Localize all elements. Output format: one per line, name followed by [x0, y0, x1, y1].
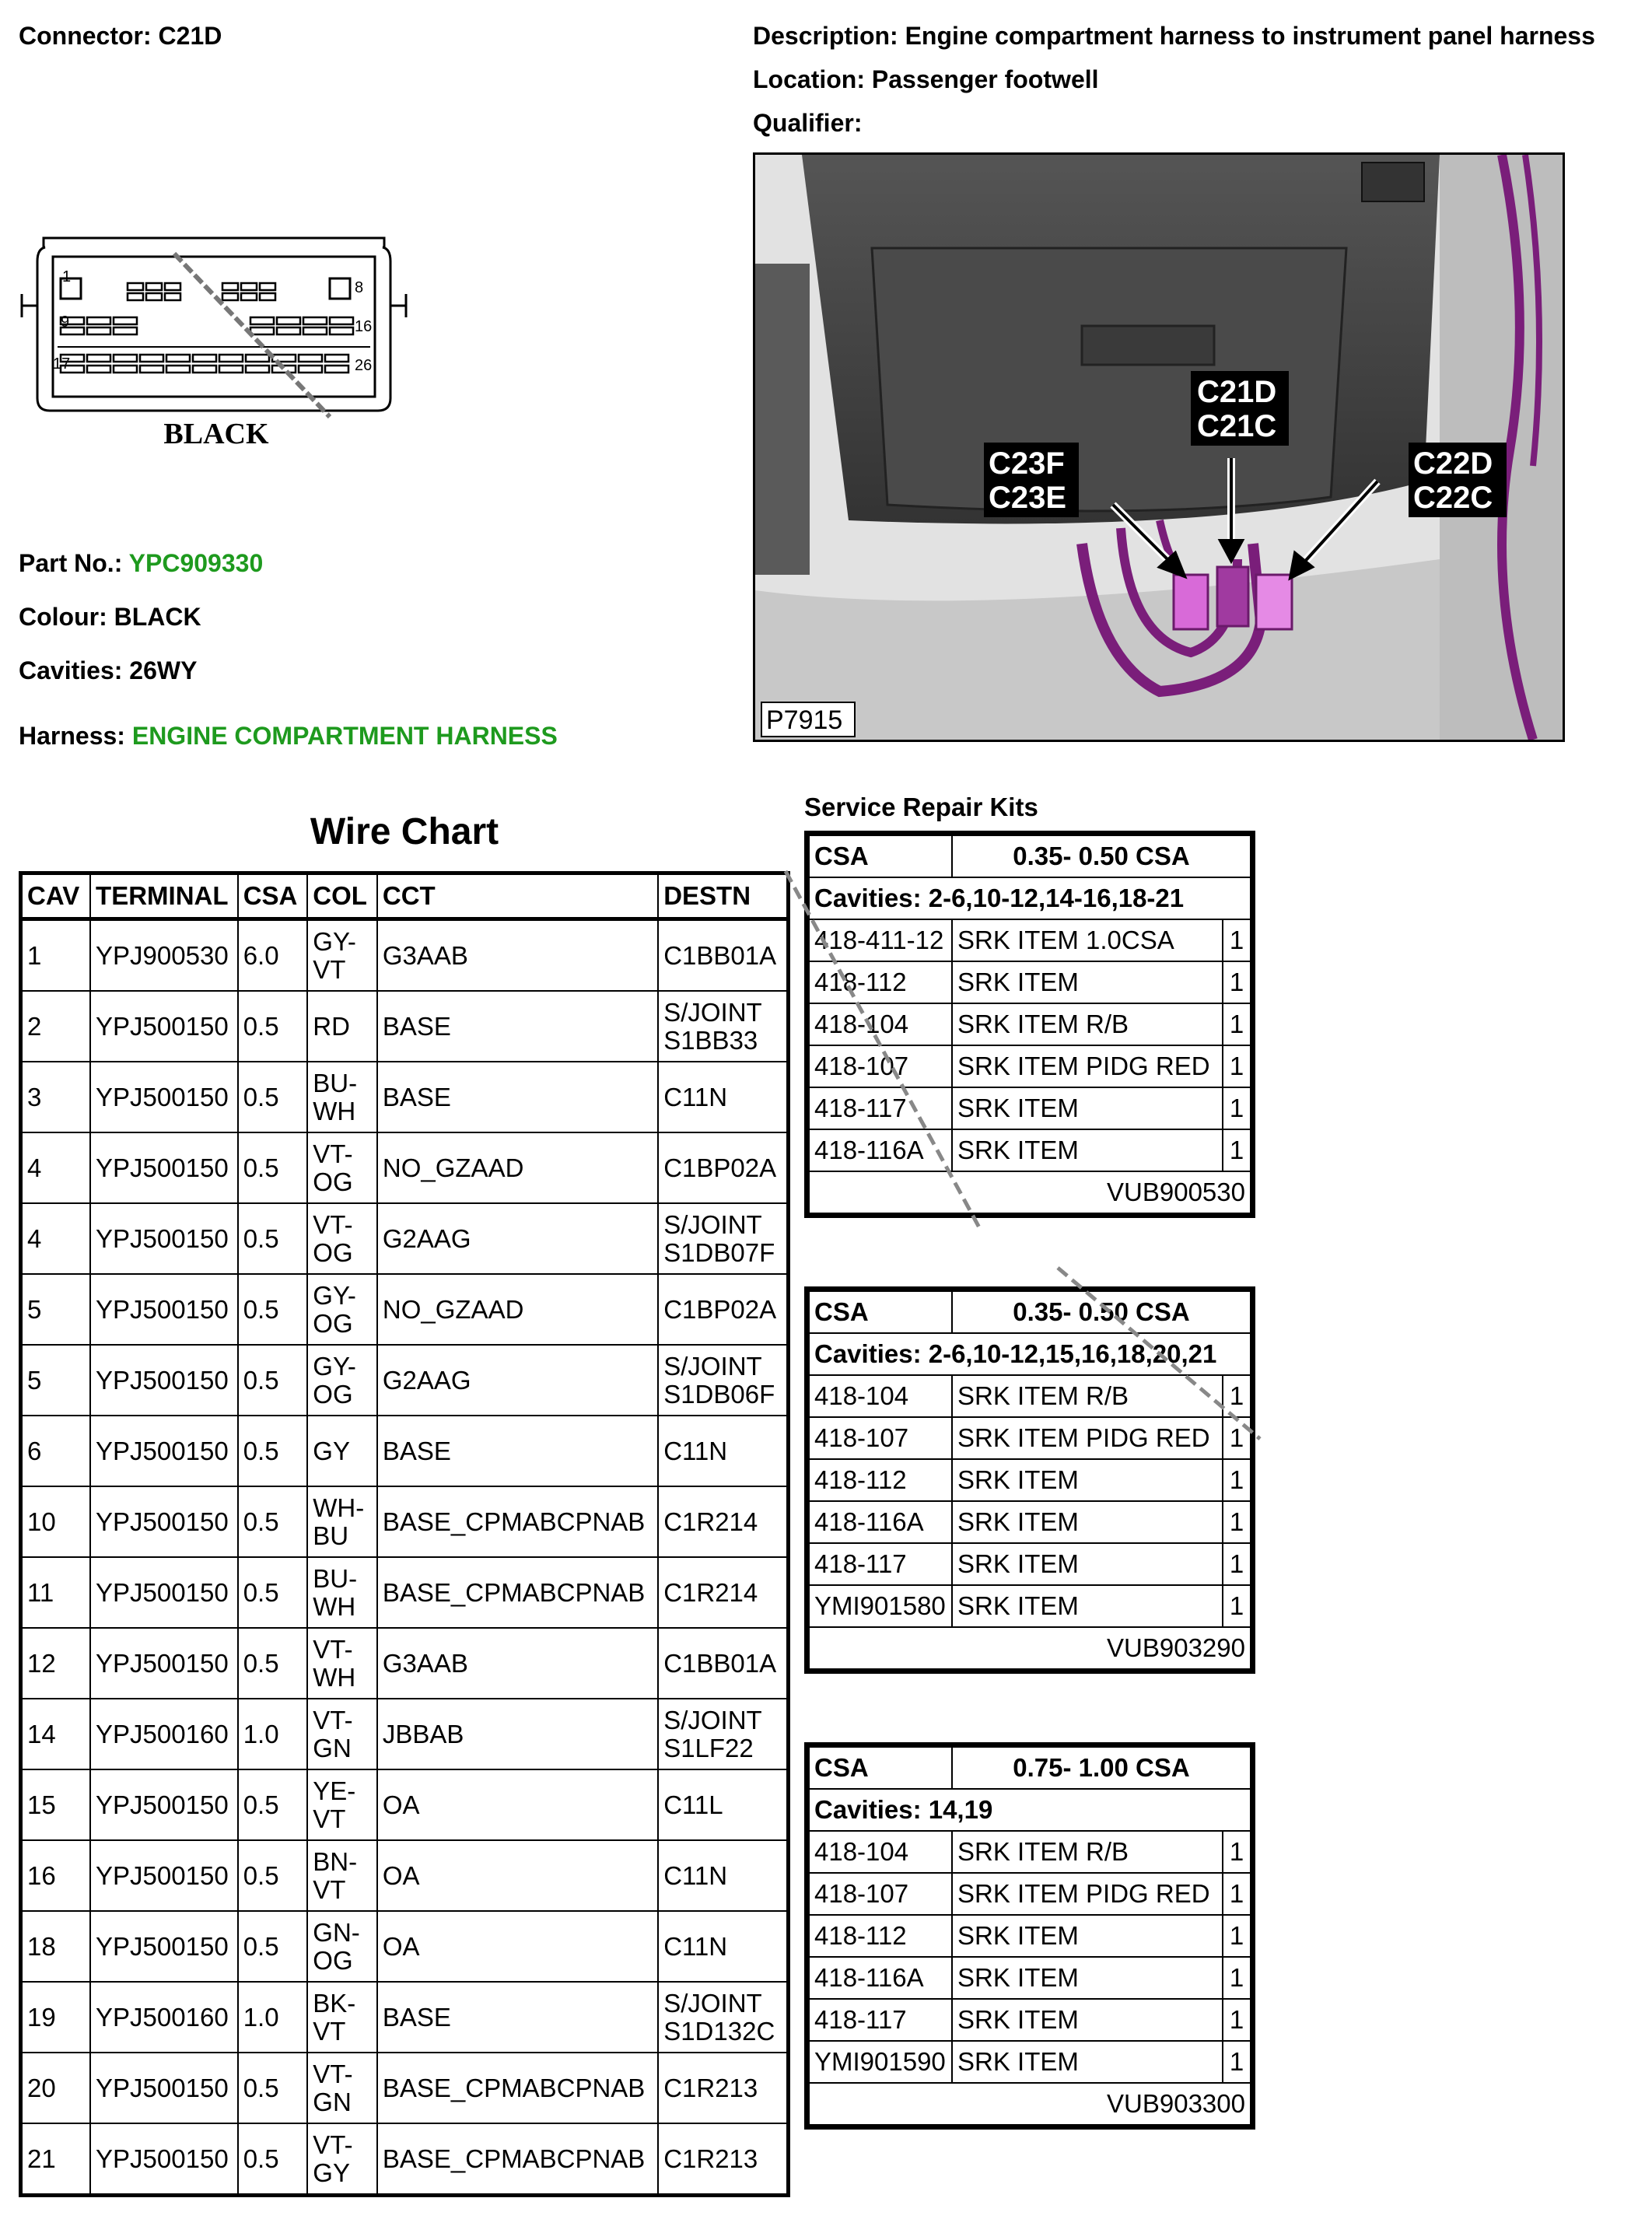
pin-1-label: 1: [62, 268, 72, 285]
kit-item-qty: 1: [1223, 1087, 1251, 1129]
terminal-cell: YPJ500150: [90, 1132, 238, 1203]
kit-item-desc: SRK ITEM: [952, 1585, 1223, 1627]
cct-cell: BASE_CPMABCPNAB: [377, 2053, 658, 2123]
cav-cell: 18: [21, 1911, 91, 1982]
photo-label-c21d: C21D: [1197, 375, 1277, 409]
kit-item-row: [809, 1915, 1251, 1957]
cav-cell: 10: [21, 1486, 91, 1557]
location-photo: [753, 152, 1565, 742]
col-cell: BN-VT: [307, 1840, 377, 1911]
cct-cell: G3AAB: [377, 1628, 658, 1699]
csa-cell: 0.5: [238, 2123, 308, 2196]
kit-item-desc: SRK ITEM R/B: [952, 1375, 1223, 1417]
kit-cavities-row: [809, 1789, 1251, 1831]
kit-item-qty: 1: [1223, 2041, 1251, 2083]
wire-chart-row: [21, 1982, 789, 2053]
col-destn: DESTN: [658, 873, 788, 919]
kit-item-part: 418-116A: [809, 1501, 952, 1543]
cav-cell: 1: [21, 919, 91, 992]
kit-item-part: 418-104: [809, 1831, 952, 1873]
cav-cell: 20: [21, 2053, 91, 2123]
kit-item-part: 418-104: [809, 1003, 952, 1045]
kit-item-qty: 1: [1223, 1831, 1251, 1873]
kit-number-row: [809, 1627, 1251, 1669]
wire-chart-row: [21, 991, 789, 1062]
wire-chart-table: [19, 871, 790, 2197]
cct-cell: BASE: [377, 991, 658, 1062]
kit-item-row: [809, 1831, 1251, 1873]
kit-item-desc: SRK ITEM: [952, 1543, 1223, 1585]
csa-cell: 1.0: [238, 1699, 308, 1769]
photo-code: P7915: [766, 705, 843, 735]
wire-chart-row: [21, 1345, 789, 1416]
photo-label-c23f: C23F: [989, 446, 1065, 481]
kit-item-desc: SRK ITEM PIDG RED: [952, 1873, 1223, 1915]
wire-chart-row: [21, 1416, 789, 1486]
part-number-line: [19, 548, 263, 579]
photo-label-c22d: C22D: [1413, 446, 1493, 481]
csa-cell: 0.5: [238, 991, 308, 1062]
kit-csa-label: CSA: [809, 1747, 952, 1789]
kit-cavities: Cavities: 14,19: [809, 1789, 1251, 1831]
location-line: [753, 64, 1099, 95]
qualifier-label: Qualifier:: [753, 109, 863, 137]
repair-kit-3: [804, 1742, 1255, 2130]
wire-chart-row: [21, 919, 789, 992]
colour-value: BLACK: [114, 603, 201, 631]
kit-cavities: Cavities: 2-6,10-12,15,16,18,20,21: [809, 1333, 1251, 1375]
kit-item-desc: SRK ITEM: [952, 961, 1223, 1003]
destn-cell: C11N: [658, 1062, 788, 1132]
kit-item-row: [809, 1999, 1251, 2041]
col-cell: RD: [307, 991, 377, 1062]
kit-item-part: 418-116A: [809, 1957, 952, 1999]
kit-item-part: 418-117: [809, 1543, 952, 1585]
csa-cell: 0.5: [238, 1486, 308, 1557]
cav-cell: 11: [21, 1557, 91, 1628]
col-csa: CSA: [238, 873, 308, 919]
kit-item-part: 418-117: [809, 1999, 952, 2041]
csa-cell: 0.5: [238, 1132, 308, 1203]
terminal-cell: YPJ500150: [90, 1203, 238, 1274]
col-cell: GY: [307, 1416, 377, 1486]
kit-item-part: 418-116A: [809, 1129, 952, 1171]
cav-cell: 5: [21, 1345, 91, 1416]
cct-cell: OA: [377, 1911, 658, 1982]
kit-item-row: [809, 1957, 1251, 1999]
wire-chart-row: [21, 1486, 789, 1557]
terminal-cell: YPJ500150: [90, 1274, 238, 1345]
destn-cell: C1BB01A: [658, 1628, 788, 1699]
csa-cell: 0.5: [238, 1840, 308, 1911]
scan-mark: [778, 863, 1276, 1454]
cct-cell: G2AAG: [377, 1203, 658, 1274]
col-cell: VT-GY: [307, 2123, 377, 2196]
wire-chart-row: [21, 1769, 789, 1840]
kit-item-part: 418-107: [809, 1417, 952, 1459]
col-cell: BU-WH: [307, 1062, 377, 1132]
destn-cell: C1BP02A: [658, 1274, 788, 1345]
cct-cell: BASE_CPMABCPNAB: [377, 1486, 658, 1557]
kit-item-part: 418-112: [809, 961, 952, 1003]
cav-cell: 4: [21, 1132, 91, 1203]
kit-item-desc: SRK ITEM R/B: [952, 1831, 1223, 1873]
terminal-cell: YPJ500150: [90, 2123, 238, 2196]
cct-cell: BASE: [377, 1416, 658, 1486]
kit-item-part: 418-411-12: [809, 919, 952, 961]
kit-item-desc: SRK ITEM: [952, 1129, 1223, 1171]
col-col: COL: [307, 873, 377, 919]
cct-cell: NO_GZAAD: [377, 1132, 658, 1203]
csa-cell: 0.5: [238, 1062, 308, 1132]
qualifier-line: [753, 107, 862, 138]
destn-cell: C1R213: [658, 2123, 788, 2196]
destn-cell: C11N: [658, 1840, 788, 1911]
cav-cell: 15: [21, 1769, 91, 1840]
terminal-cell: YPJ500160: [90, 1982, 238, 2053]
cct-cell: G3AAB: [377, 919, 658, 992]
kit-item-row: [809, 1543, 1251, 1585]
kit-item-desc: SRK ITEM: [952, 1915, 1223, 1957]
kit-item-desc: SRK ITEM: [952, 1999, 1223, 2041]
kit-item-desc: SRK ITEM PIDG RED: [952, 1045, 1223, 1087]
col-cell: VT-WH: [307, 1628, 377, 1699]
kit-item-qty: 1: [1223, 1957, 1251, 1999]
pin-16-label: 16: [355, 318, 373, 335]
cavities-value: 26WY: [129, 656, 198, 684]
cav-cell: 6: [21, 1416, 91, 1486]
pin-8-label: 8: [355, 279, 364, 296]
kit-number: VUB900530: [809, 1171, 1251, 1213]
colour-label: Colour:: [19, 603, 107, 631]
cct-cell: OA: [377, 1840, 658, 1911]
terminal-cell: YPJ900530: [90, 919, 238, 992]
kit-csa-value: 0.35- 0.50 CSA: [952, 1291, 1251, 1333]
kit-item-part: YMI901590: [809, 2041, 952, 2083]
csa-cell: 0.5: [238, 1769, 308, 1840]
cct-cell: G2AAG: [377, 1345, 658, 1416]
kit-item-qty: 1: [1223, 1129, 1251, 1171]
repair-kit-table: [808, 1746, 1251, 2126]
kit-item-row: [809, 1585, 1251, 1627]
cavities-label: Cavities:: [19, 656, 123, 684]
col-cell: GY-OG: [307, 1274, 377, 1345]
csa-cell: 0.5: [238, 1628, 308, 1699]
cct-cell: BASE_CPMABCPNAB: [377, 1557, 658, 1628]
destn-cell: C1BB01A: [658, 919, 788, 992]
terminal-cell: YPJ500150: [90, 1911, 238, 1982]
kit-item-qty: 1: [1223, 1003, 1251, 1045]
kit-item-qty: 1: [1223, 1915, 1251, 1957]
terminal-cell: YPJ500160: [90, 1699, 238, 1769]
kit-number: VUB903300: [809, 2083, 1251, 2125]
kit-item-part: YMI901580: [809, 1585, 952, 1627]
terminal-cell: YPJ500150: [90, 1062, 238, 1132]
wire-chart-row: [21, 2053, 789, 2123]
kit-csa-row: [809, 1747, 1251, 1789]
col-cell: BU-WH: [307, 1557, 377, 1628]
cav-cell: 3: [21, 1062, 91, 1132]
wire-chart-row: [21, 1062, 789, 1132]
connector-face-drawing: [19, 230, 423, 456]
wire-chart-row: [21, 1132, 789, 1203]
csa-cell: 0.5: [238, 1557, 308, 1628]
kit-item-row: [809, 2041, 1251, 2083]
kit-item-desc: SRK ITEM PIDG RED: [952, 1417, 1223, 1459]
kit-item-part: 418-112: [809, 1915, 952, 1957]
kit-item-qty: 1: [1223, 1585, 1251, 1627]
description-value: Engine compartment harness to instrument panel harness: [905, 22, 1595, 50]
kit-csa-label: CSA: [809, 1291, 952, 1333]
kit-item-desc: SRK ITEM R/B: [952, 1003, 1223, 1045]
cct-cell: OA: [377, 1769, 658, 1840]
service-repair-kits-title: Service Repair Kits: [804, 793, 1038, 821]
harness-link[interactable]: ENGINE COMPARTMENT HARNESS: [131, 722, 558, 750]
kit-number: VUB903290: [809, 1627, 1251, 1669]
kit-item-qty: 1: [1223, 1543, 1251, 1585]
kit-item-row: [809, 1873, 1251, 1915]
wire-chart-title: Wire Chart: [310, 811, 499, 852]
col-cell: WH-BU: [307, 1486, 377, 1557]
cav-cell: 2: [21, 991, 91, 1062]
wire-chart-row: [21, 2123, 789, 2196]
destn-cell: C11N: [658, 1911, 788, 1982]
wire-chart-row: [21, 1557, 789, 1628]
cav-cell: 14: [21, 1699, 91, 1769]
col-cell: VT-OG: [307, 1203, 377, 1274]
kit-item-qty: 1: [1223, 1999, 1251, 2041]
terminal-cell: YPJ500150: [90, 1840, 238, 1911]
location-label: Location:: [753, 65, 865, 93]
wire-chart-row: [21, 1628, 789, 1699]
terminal-cell: YPJ500150: [90, 1628, 238, 1699]
location-photo-illustration: [755, 155, 1563, 740]
cct-cell: BASE: [377, 1062, 658, 1132]
cct-cell: BASE_CPMABCPNAB: [377, 2123, 658, 2196]
csa-cell: 1.0: [238, 1982, 308, 2053]
col-cell: GY-OG: [307, 1345, 377, 1416]
photo-label-c23e: C23E: [989, 481, 1067, 515]
connector-line: [19, 20, 222, 51]
part-number-label: Part No.:: [19, 549, 123, 577]
destn-cell: C1BP02A: [658, 1132, 788, 1203]
drawing-colour-text: BLACK: [163, 418, 269, 450]
kit-item-desc: SRK ITEM: [952, 1087, 1223, 1129]
kit-item-part: 418-117: [809, 1087, 952, 1129]
col-cell: VT-OG: [307, 1132, 377, 1203]
cav-cell: 21: [21, 2123, 91, 2196]
kit-csa-value: 0.35- 0.50 CSA: [952, 835, 1251, 877]
part-number-link[interactable]: YPC909330: [128, 549, 264, 577]
location-value: Passenger footwell: [871, 65, 1099, 93]
kit-item-desc: SRK ITEM: [952, 2041, 1223, 2083]
cav-cell: 4: [21, 1203, 91, 1274]
wire-chart-row: [21, 1699, 789, 1769]
kit-number-row: [809, 2083, 1251, 2125]
col-terminal: TERMINAL: [90, 873, 238, 919]
destn-cell: C11L: [658, 1769, 788, 1840]
kit-item-part: 418-107: [809, 1873, 952, 1915]
kit-csa-label: CSA: [809, 835, 952, 877]
wire-chart-body: [21, 919, 789, 2196]
wire-chart-row: [21, 1203, 789, 1274]
description-line: [753, 20, 1595, 51]
pin-26-label: 26: [355, 357, 373, 374]
kit-item-desc: SRK ITEM: [952, 1459, 1223, 1501]
destn-cell: C11N: [658, 1416, 788, 1486]
kit-item-row: [809, 1501, 1251, 1543]
kit-cavities: Cavities: 2-6,10-12,14-16,18-21: [809, 877, 1251, 919]
terminal-cell: YPJ500150: [90, 1557, 238, 1628]
cav-cell: 5: [21, 1274, 91, 1345]
csa-cell: 0.5: [238, 1416, 308, 1486]
csa-cell: 0.5: [238, 1345, 308, 1416]
kit-item-qty: 1: [1223, 919, 1251, 961]
col-cav: CAV: [21, 873, 91, 919]
photo-label-c22c: C22C: [1413, 481, 1493, 515]
terminal-cell: YPJ500150: [90, 991, 238, 1062]
photo-label-c21c: C21C: [1197, 409, 1277, 443]
col-cell: GY-VT: [307, 919, 377, 992]
destn-cell: S/JOINT S1DB06F: [658, 1345, 788, 1416]
connector-label: Connector:: [19, 22, 152, 50]
col-cell: VT-GN: [307, 2053, 377, 2123]
cavities-line: [19, 655, 197, 686]
destn-cell: C1R213: [658, 2053, 788, 2123]
col-cct: CCT: [377, 873, 658, 919]
colour-line: [19, 601, 201, 632]
terminal-cell: YPJ500150: [90, 1345, 238, 1416]
kit-item-qty: 1: [1223, 1873, 1251, 1915]
kit-item-part: 418-107: [809, 1045, 952, 1087]
kit-item-desc: SRK ITEM: [952, 1957, 1223, 1999]
kit-item-qty: 1: [1223, 1375, 1251, 1417]
kit-csa-value: 0.75- 1.00 CSA: [952, 1747, 1251, 1789]
connector-id: C21D: [158, 22, 222, 50]
kit-item-qty: 1: [1223, 1417, 1251, 1459]
kit-item-qty: 1: [1223, 1045, 1251, 1087]
wire-chart-header-row: [21, 873, 789, 919]
wire-chart-row: [21, 1911, 789, 1982]
description-label: Description:: [753, 22, 898, 50]
cav-cell: 12: [21, 1628, 91, 1699]
terminal-cell: YPJ500150: [90, 1769, 238, 1840]
cct-cell: BASE: [377, 1982, 658, 2053]
kit-item-desc: SRK ITEM: [952, 1501, 1223, 1543]
destn-cell: C1R214: [658, 1486, 788, 1557]
kit-item-qty: 1: [1223, 1501, 1251, 1543]
csa-cell: 0.5: [238, 1911, 308, 1982]
kit-item-row: [809, 1459, 1251, 1501]
kit-item-qty: 1: [1223, 1459, 1251, 1501]
harness-label: Harness:: [19, 722, 125, 750]
kit-item-desc: SRK ITEM 1.0CSA: [952, 919, 1223, 961]
cav-cell: 19: [21, 1982, 91, 2053]
kit-item-part: 418-112: [809, 1459, 952, 1501]
destn-cell: C1R214: [658, 1557, 788, 1628]
destn-cell: S/JOINT S1LF22: [658, 1699, 788, 1769]
pin-17-label: 17: [53, 355, 71, 373]
terminal-cell: YPJ500150: [90, 2053, 238, 2123]
col-cell: VT-GN: [307, 1699, 377, 1769]
kit-item-qty: 1: [1223, 961, 1251, 1003]
col-cell: GN-OG: [307, 1911, 377, 1982]
cav-cell: 16: [21, 1840, 91, 1911]
csa-cell: 0.5: [238, 2053, 308, 2123]
terminal-cell: YPJ500150: [90, 1416, 238, 1486]
col-cell: YE-VT: [307, 1769, 377, 1840]
csa-cell: 0.5: [238, 1203, 308, 1274]
cct-cell: JBBAB: [377, 1699, 658, 1769]
destn-cell: S/JOINT S1BB33: [658, 991, 788, 1062]
terminal-cell: YPJ500150: [90, 1486, 238, 1557]
pin-9-label: 9: [61, 313, 70, 331]
destn-cell: S/JOINT S1DB07F: [658, 1203, 788, 1274]
csa-cell: 6.0: [238, 919, 308, 992]
col-cell: BK-VT: [307, 1982, 377, 2053]
wire-chart-row: [21, 1840, 789, 1911]
csa-cell: 0.5: [238, 1274, 308, 1345]
destn-cell: S/JOINT S1D132C: [658, 1982, 788, 2053]
harness-line: [19, 720, 558, 751]
kit-item-part: 418-104: [809, 1375, 952, 1417]
cct-cell: NO_GZAAD: [377, 1274, 658, 1345]
wire-chart-row: [21, 1274, 789, 1345]
